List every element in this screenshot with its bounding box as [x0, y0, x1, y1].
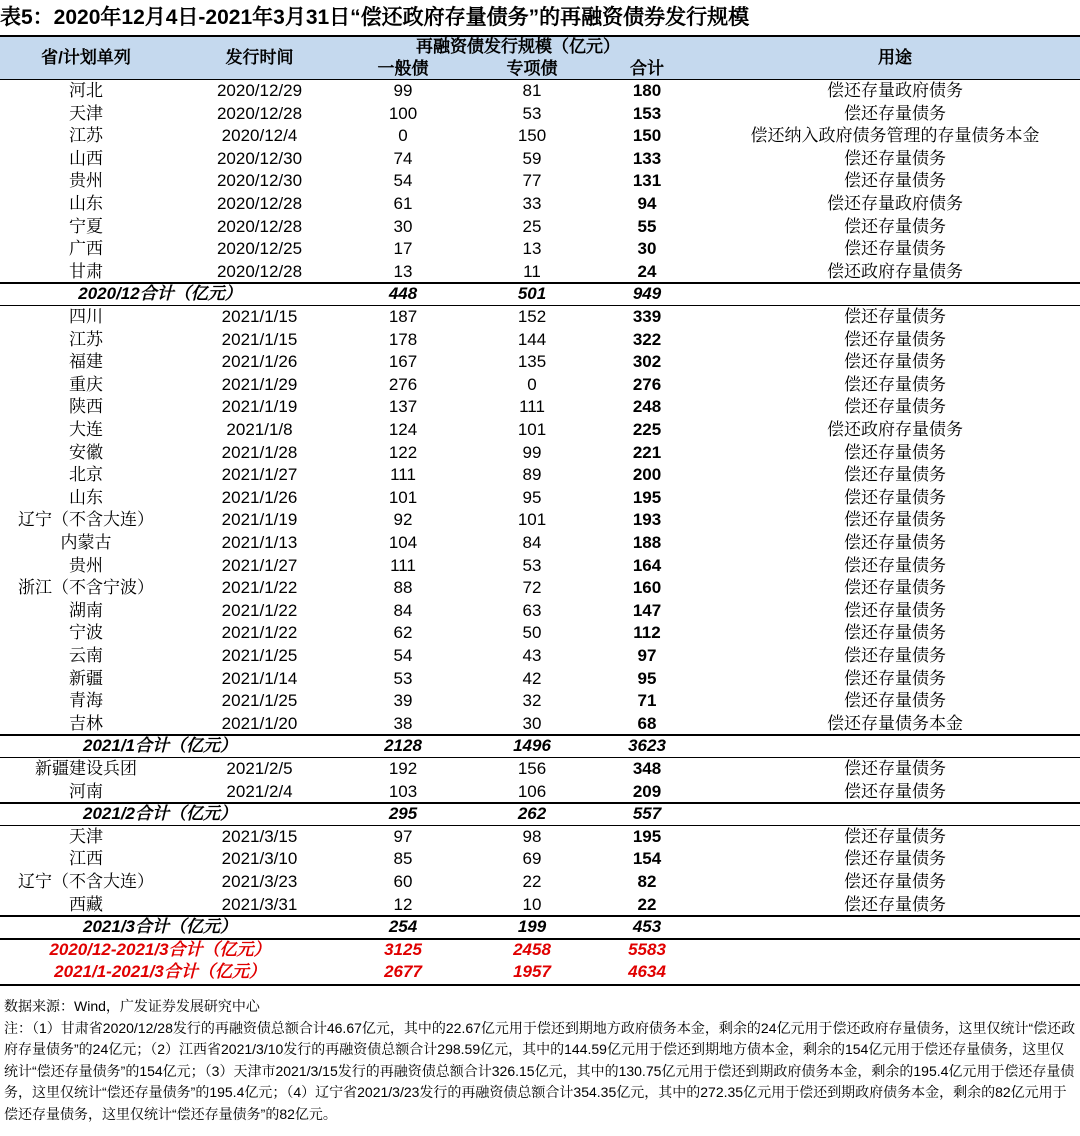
subtotal-total: 557 — [632, 804, 662, 824]
cell-province: 湖南 — [69, 600, 103, 620]
cell-usage: 偿还存量债务 — [844, 872, 946, 891]
cell-total: 24 — [637, 261, 657, 281]
table-row — [0, 577, 1080, 600]
header-usage: 用途 — [878, 48, 912, 67]
cell-special: 10 — [522, 894, 542, 914]
cell-date: 2021/1/29 — [221, 374, 298, 394]
cell-general: 85 — [393, 849, 413, 869]
subtotal-general: 295 — [388, 804, 418, 824]
cell-general: 60 — [393, 872, 413, 891]
cell-date: 2021/2/5 — [226, 759, 293, 778]
cell-province: 吉林 — [69, 713, 103, 733]
cell-date: 2020/12/4 — [221, 126, 298, 146]
cell-date: 2021/1/15 — [221, 329, 298, 349]
cell-special: 144 — [517, 329, 547, 349]
subtotal-general: 2128 — [384, 736, 422, 756]
cell-usage: 偿还纳入政府债务管理的存量债务本金 — [750, 126, 1040, 146]
table-row — [0, 351, 1080, 374]
cell-date: 2021/1/25 — [221, 646, 298, 665]
grand-total-label: 2021/1-2021/3合计（亿元） — [54, 962, 266, 982]
cell-usage: 偿还存量债务 — [844, 691, 946, 711]
cell-province: 浙江（不含宁波） — [18, 578, 154, 598]
cell-total: 225 — [632, 420, 662, 439]
cell-total: 131 — [632, 171, 662, 191]
cell-province: 新疆 — [69, 668, 103, 688]
cell-special: 95 — [522, 487, 542, 507]
cell-date: 2021/2/4 — [226, 781, 293, 801]
table-row — [0, 170, 1080, 193]
grand-total-total: 4634 — [628, 962, 666, 982]
cell-total: 112 — [633, 623, 661, 643]
cell-special: 101 — [517, 420, 547, 439]
cell-total: 160 — [632, 578, 662, 598]
cell-total: 147 — [632, 600, 662, 620]
cell-general: 192 — [388, 759, 418, 778]
cell-total: 94 — [637, 194, 657, 213]
table-row — [0, 781, 1080, 804]
table-row — [0, 396, 1080, 419]
cell-province: 福建 — [69, 352, 103, 372]
cell-province: 陕西 — [69, 397, 103, 417]
cell-province: 河南 — [69, 781, 103, 801]
subtotal-row — [0, 803, 1080, 826]
cell-general: 74 — [393, 148, 413, 168]
cell-province: 江苏 — [69, 329, 103, 349]
grand-total-general: 3125 — [384, 939, 422, 959]
table-row — [0, 894, 1080, 917]
grand-total-row — [0, 961, 1080, 984]
cell-special: 50 — [522, 623, 542, 643]
header-special: 专项债 — [506, 59, 558, 78]
cell-general: 54 — [393, 171, 413, 191]
grand-total-row — [0, 939, 1080, 962]
cell-special: 13 — [522, 239, 542, 259]
table-row — [0, 532, 1080, 555]
subtotal-special: 262 — [517, 804, 547, 824]
header-general: 一般债 — [377, 59, 429, 78]
cell-special: 156 — [517, 759, 547, 778]
note-text: 注：（1）甘肃省2020/12/28发行的再融资债总额合计46.67亿元，其中的22.67亿元用于偿还到期地方政府债务本金，剩余的24亿元用于偿还政府存量债务，这里仅统计“偿还政府存量债务”的24亿元；（2）江西省2021/3/10发行的再融资债总额合计298.59亿元，其中的144.59亿元用于偿还到期地方债本金，剩余的154亿元用于偿还存量债务，这里仅统计“偿还存量债务”的154亿元；（3）天津市2021/3/15发行的再融资债总额合计326.15亿元，其中的130.75亿元用于偿还到期政府债务本金，剩余的195.4亿元用于偿还存量债务，这里仅统计“偿还存量债务”的195.4亿元；（4）辽宁省2021/3/23发行的再融资债总额合计354.35亿元，其中的272.35亿元用于偿还到期政府债务本金，剩余的82亿元用于偿还存量债务，这里仅统计“偿还存量债务”的82亿元。 — [4, 1019, 1076, 1122]
cell-special: 135 — [517, 352, 547, 372]
cell-usage: 偿还存量债务 — [844, 510, 946, 530]
cell-total: 133 — [632, 148, 662, 168]
table-row — [0, 758, 1080, 781]
cell-date: 2020/12/30 — [216, 148, 303, 168]
cell-date: 2021/1/22 — [221, 578, 298, 598]
cell-date: 2021/1/19 — [221, 510, 298, 530]
cell-province: 贵州 — [69, 171, 103, 191]
cell-total: 55 — [637, 216, 657, 236]
cell-province: 重庆 — [69, 374, 103, 394]
cell-special: 33 — [522, 194, 542, 213]
cell-general: 100 — [388, 103, 418, 123]
cell-general: 99 — [393, 81, 413, 100]
cell-total: 95 — [637, 668, 657, 688]
cell-date: 2020/12/28 — [216, 194, 303, 213]
cell-province: 辽宁（不含大连） — [18, 872, 154, 891]
subtotal-general: 254 — [388, 917, 418, 937]
cell-special: 59 — [522, 148, 542, 168]
cell-total: 339 — [632, 307, 662, 326]
notes — [4, 996, 1078, 1125]
table-row — [0, 487, 1080, 510]
cell-special: 72 — [522, 578, 542, 598]
cell-general: 101 — [388, 487, 418, 507]
subtotal-total: 949 — [632, 284, 662, 304]
subtotal-total: 3623 — [628, 736, 666, 756]
cell-date: 2021/1/15 — [221, 307, 298, 326]
cell-province: 内蒙古 — [60, 533, 112, 552]
cell-usage: 偿还存量债务 — [844, 894, 946, 914]
cell-general: 92 — [393, 510, 413, 530]
cell-province: 山东 — [69, 194, 103, 213]
cell-special: 111 — [519, 397, 545, 417]
cell-usage: 偿还存量债务 — [844, 578, 946, 598]
cell-special: 0 — [527, 374, 537, 394]
row-rule — [0, 984, 1080, 986]
grand-total-total: 5583 — [628, 939, 666, 959]
cell-usage: 偿还存量债务 — [844, 216, 946, 236]
cell-province: 山西 — [69, 148, 103, 168]
cell-usage: 偿还存量债务 — [844, 352, 946, 372]
header-total: 合计 — [630, 59, 664, 78]
cell-usage: 偿还存量债务 — [844, 442, 946, 462]
cell-general: 111 — [390, 465, 416, 485]
cell-special: 89 — [522, 465, 542, 485]
cell-special: 84 — [522, 533, 542, 552]
table-row — [0, 690, 1080, 713]
cell-total: 97 — [637, 646, 657, 665]
cell-date: 2021/1/27 — [221, 555, 298, 575]
subtotal-row — [0, 283, 1080, 306]
cell-total: 248 — [632, 397, 662, 417]
cell-special: 43 — [522, 646, 542, 665]
cell-usage: 偿还存量债务 — [844, 668, 946, 688]
subtotal-special: 1496 — [513, 736, 551, 756]
cell-date: 2021/1/28 — [221, 442, 298, 462]
cell-date: 2020/12/30 — [216, 171, 303, 191]
cell-usage: 偿还存量债务 — [844, 465, 946, 485]
cell-total: 195 — [632, 826, 662, 846]
cell-province: 天津 — [69, 103, 103, 123]
cell-general: 84 — [393, 600, 413, 620]
cell-province: 新疆建设兵团 — [35, 759, 137, 778]
cell-usage: 偿还存量债务 — [844, 397, 946, 417]
cell-total: 164 — [632, 555, 662, 575]
cell-total: 221 — [632, 442, 662, 462]
grand-total-general: 2677 — [384, 962, 422, 982]
cell-special: 63 — [522, 600, 542, 620]
cell-total: 180 — [632, 81, 662, 100]
cell-general: 187 — [388, 307, 418, 326]
cell-total: 154 — [632, 849, 662, 869]
cell-special: 77 — [522, 171, 542, 191]
cell-usage: 偿还存量债务 — [844, 329, 946, 349]
cell-date: 2021/1/14 — [221, 668, 298, 688]
cell-province: 甘肃 — [69, 261, 103, 281]
cell-province: 云南 — [69, 646, 103, 665]
subtotal-total: 453 — [632, 917, 662, 937]
cell-total: 150 — [632, 126, 662, 146]
cell-usage: 偿还存量债务 — [844, 849, 946, 869]
cell-usage: 偿还存量债务 — [844, 374, 946, 394]
cell-special: 106 — [517, 781, 547, 801]
subtotal-label: 2021/2合计（亿元） — [83, 804, 237, 824]
cell-general: 124 — [388, 420, 418, 439]
table-row — [0, 555, 1080, 578]
cell-usage: 偿还政府存量债务 — [827, 420, 963, 439]
cell-date: 2020/12/25 — [216, 239, 303, 259]
cell-general: 13 — [393, 261, 413, 281]
cell-general: 276 — [388, 374, 418, 394]
cell-general: 38 — [393, 713, 413, 733]
table-row — [0, 600, 1080, 623]
table-row — [0, 622, 1080, 645]
cell-province: 辽宁（不含大连） — [18, 510, 154, 530]
table-row — [0, 125, 1080, 148]
cell-general: 12 — [393, 894, 413, 914]
cell-province: 北京 — [69, 465, 103, 485]
cell-province: 安徽 — [69, 442, 103, 462]
subtotal-special: 501 — [517, 284, 547, 304]
cell-general: 104 — [388, 533, 418, 552]
cell-general: 137 — [388, 397, 418, 417]
table-row — [0, 713, 1080, 736]
cell-total: 82 — [637, 872, 657, 891]
cell-total: 30 — [637, 239, 657, 259]
table-row — [0, 261, 1080, 284]
cell-general: 61 — [393, 194, 413, 213]
grand-total-label: 2020/12-2021/3合计（亿元） — [49, 939, 271, 959]
cell-special: 81 — [522, 81, 542, 100]
cell-general: 53 — [393, 668, 413, 688]
cell-province: 西藏 — [69, 894, 103, 914]
subtotal-special: 199 — [517, 917, 547, 937]
cell-date: 2021/1/22 — [221, 623, 298, 643]
cell-date: 2020/12/28 — [216, 216, 303, 236]
cell-date: 2021/1/20 — [221, 713, 298, 733]
cell-total: 68 — [637, 713, 657, 733]
cell-usage: 偿还存量债务本金 — [827, 713, 963, 733]
table-row — [0, 848, 1080, 871]
table-row — [0, 80, 1080, 103]
cell-special: 98 — [522, 826, 542, 846]
cell-general: 167 — [388, 352, 418, 372]
cell-date: 2020/12/28 — [216, 103, 303, 123]
cell-province: 宁夏 — [69, 216, 103, 236]
cell-special: 53 — [522, 555, 542, 575]
table-row — [0, 193, 1080, 216]
cell-province: 宁波 — [69, 623, 103, 643]
cell-usage: 偿还存量债务 — [844, 171, 946, 191]
cell-province: 河北 — [69, 81, 103, 100]
cell-special: 22 — [522, 872, 542, 891]
table-title: 表5：2020年12月4日-2021年3月31日“偿还政府存量债务”的再融资债券发行规模 — [0, 6, 750, 29]
cell-special: 11 — [523, 261, 541, 281]
subtotal-label: 2021/1合计（亿元） — [83, 736, 237, 756]
cell-general: 178 — [388, 329, 418, 349]
cell-total: 71 — [637, 691, 657, 711]
cell-general: 103 — [388, 781, 418, 801]
header-province: 省/计划单列 — [41, 48, 131, 67]
cell-usage: 偿还存量债务 — [844, 487, 946, 507]
subtotal-row — [0, 735, 1080, 758]
subtotal-row — [0, 916, 1080, 939]
cell-general: 39 — [393, 691, 413, 711]
cell-general: 17 — [393, 239, 413, 259]
grand-total-special: 1957 — [513, 962, 551, 982]
table-row — [0, 216, 1080, 239]
table-row — [0, 668, 1080, 691]
table-row — [0, 238, 1080, 261]
cell-usage: 偿还存量政府债务 — [827, 81, 963, 100]
cell-usage: 偿还存量债务 — [844, 239, 946, 259]
cell-general: 0 — [398, 126, 408, 146]
cell-total: 209 — [632, 781, 662, 801]
table-row — [0, 826, 1080, 849]
cell-date: 2021/1/13 — [221, 533, 298, 552]
cell-special: 30 — [522, 713, 542, 733]
cell-usage: 偿还存量债务 — [844, 646, 946, 665]
cell-special: 152 — [517, 307, 547, 326]
cell-general: 111 — [390, 555, 416, 575]
cell-province: 贵州 — [69, 555, 103, 575]
cell-usage: 偿还存量债务 — [844, 826, 946, 846]
cell-special: 42 — [522, 668, 542, 688]
cell-special: 32 — [522, 691, 542, 711]
cell-usage: 偿还存量债务 — [844, 555, 946, 575]
cell-general: 62 — [393, 623, 413, 643]
cell-usage: 偿还政府存量债务 — [827, 261, 963, 281]
table-row — [0, 103, 1080, 126]
cell-total: 200 — [632, 465, 662, 485]
cell-special: 69 — [522, 849, 542, 869]
cell-special: 25 — [522, 216, 542, 236]
cell-usage: 偿还存量债务 — [844, 781, 946, 801]
cell-date: 2021/3/31 — [221, 894, 298, 914]
cell-general: 97 — [393, 826, 413, 846]
cell-total: 302 — [632, 352, 662, 372]
subtotal-label: 2021/3合计（亿元） — [83, 917, 237, 937]
table-row — [0, 464, 1080, 487]
cell-special: 53 — [522, 103, 542, 123]
cell-total: 348 — [632, 759, 662, 778]
table-row — [0, 645, 1080, 668]
cell-date: 2021/1/19 — [221, 397, 298, 417]
cell-total: 195 — [632, 487, 662, 507]
cell-date: 2020/12/28 — [216, 261, 303, 281]
cell-date: 2021/3/23 — [221, 872, 298, 891]
grand-total-special: 2458 — [513, 939, 551, 959]
cell-date: 2021/1/27 — [221, 465, 298, 485]
table-row — [0, 374, 1080, 397]
cell-general: 88 — [393, 578, 413, 598]
header-scale: 再融资债发行规模（亿元） — [416, 37, 620, 56]
cell-date: 2021/1/25 — [221, 691, 298, 711]
table-row — [0, 306, 1080, 329]
table-row — [0, 442, 1080, 465]
cell-total: 188 — [632, 533, 662, 552]
cell-general: 30 — [393, 216, 413, 236]
table-row — [0, 419, 1080, 442]
subtotal-general: 448 — [388, 284, 418, 304]
cell-date: 2021/3/10 — [221, 849, 298, 869]
table-row — [0, 871, 1080, 894]
header-date: 发行时间 — [225, 48, 294, 67]
cell-usage: 偿还存量债务 — [844, 148, 946, 168]
cell-date: 2021/1/26 — [221, 352, 298, 372]
cell-total: 193 — [632, 510, 662, 530]
cell-usage: 偿还存量债务 — [844, 600, 946, 620]
cell-total: 276 — [632, 374, 662, 394]
cell-province: 山东 — [69, 487, 103, 507]
cell-usage: 偿还存量政府债务 — [827, 194, 963, 213]
cell-province: 四川 — [69, 307, 103, 326]
cell-province: 江苏 — [69, 126, 103, 146]
cell-usage: 偿还存量债务 — [844, 759, 946, 778]
cell-province: 大连 — [69, 420, 103, 439]
cell-special: 150 — [517, 126, 547, 146]
table-row — [0, 509, 1080, 532]
subtotal-label: 2020/12合计（亿元） — [78, 284, 242, 304]
cell-date: 2021/1/8 — [226, 420, 293, 439]
cell-province: 江西 — [69, 849, 103, 869]
cell-usage: 偿还存量债务 — [844, 623, 946, 643]
cell-general: 122 — [388, 442, 418, 462]
cell-date: 2021/1/22 — [221, 600, 298, 620]
cell-province: 天津 — [69, 826, 103, 846]
cell-province: 广西 — [69, 239, 103, 259]
cell-general: 54 — [393, 646, 413, 665]
cell-usage: 偿还存量债务 — [844, 307, 946, 326]
table-row — [0, 329, 1080, 352]
source-text: 数据来源：Wind，广发证券发展研究中心 — [4, 998, 260, 1014]
cell-province: 青海 — [69, 691, 103, 711]
cell-date: 2020/12/29 — [216, 81, 303, 100]
cell-special: 101 — [517, 510, 547, 530]
cell-date: 2021/3/15 — [221, 826, 298, 846]
cell-special: 99 — [522, 442, 542, 462]
cell-usage: 偿还存量债务 — [844, 533, 946, 552]
cell-date: 2021/1/26 — [221, 487, 298, 507]
cell-total: 322 — [632, 329, 662, 349]
table-row — [0, 148, 1080, 171]
cell-total: 22 — [637, 894, 657, 914]
cell-total: 153 — [632, 103, 662, 123]
cell-usage: 偿还存量债务 — [844, 103, 946, 123]
